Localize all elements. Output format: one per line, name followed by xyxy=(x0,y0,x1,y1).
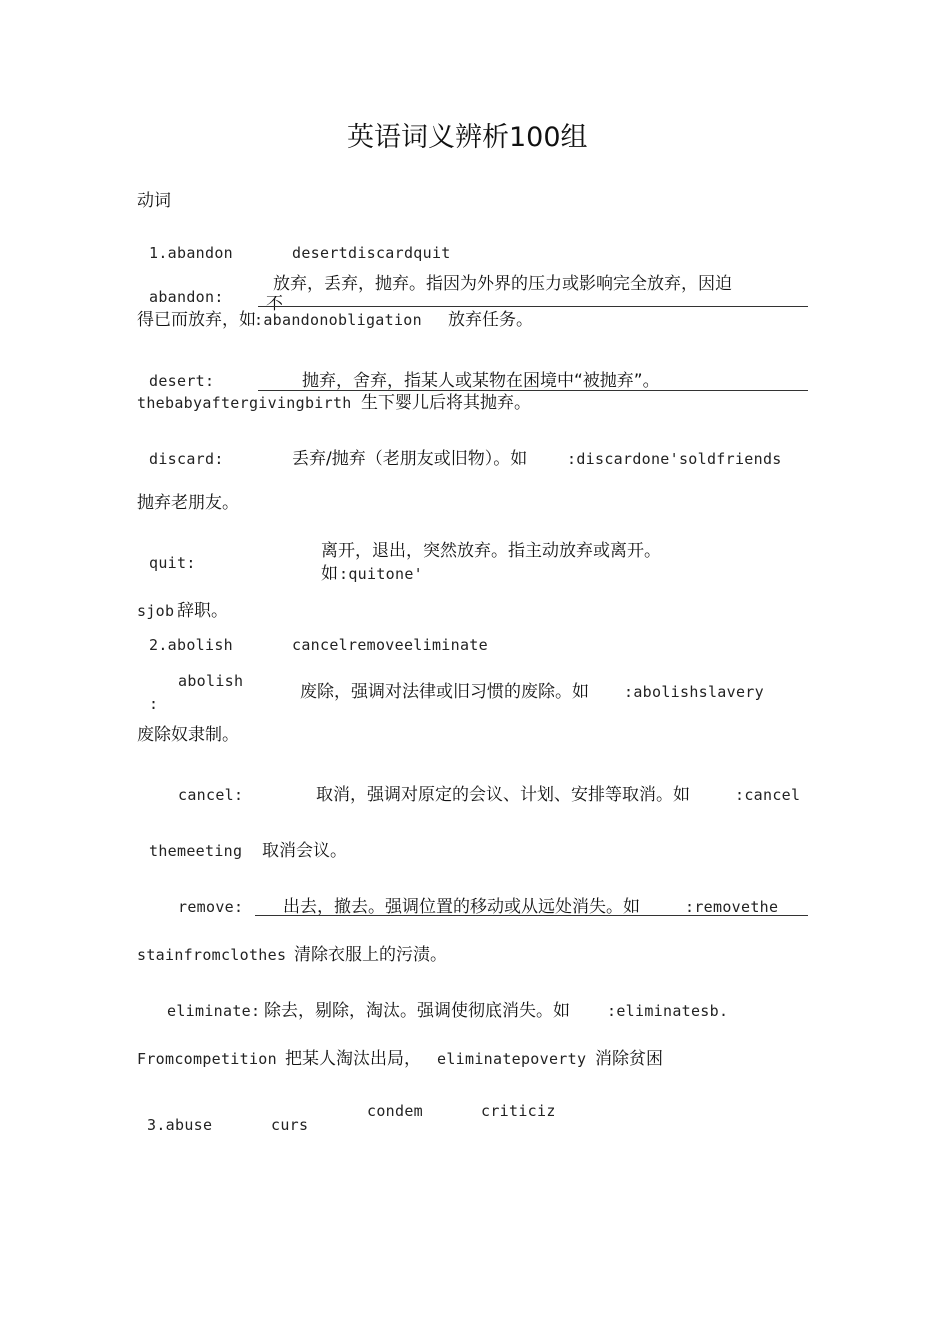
eliminate-definition: 除去，剔除，淘汰。强调使彻底消失。如 xyxy=(264,1001,570,1021)
remove-example: :removethe xyxy=(685,898,779,916)
abandon-label: abandon: xyxy=(149,288,224,306)
abandon-example-translation: 放弃任务。 xyxy=(448,310,533,330)
group-3-number: 3.abuse xyxy=(147,1116,213,1134)
eliminate-label: eliminate: xyxy=(167,1002,261,1020)
discard-example-translation: 抛弃老朋友。 xyxy=(137,493,239,513)
eliminate-example: :eliminatesb. xyxy=(607,1002,729,1020)
desert-definition: 抛弃，舍弃，指某人或某物在困境中“被抛弃”。 xyxy=(302,371,660,391)
quit-definition: 离开，退出，突然放弃。指主动放弃或离开。 xyxy=(321,541,661,561)
group-2-synonyms: cancelremoveeliminate xyxy=(292,636,488,654)
quit-label: quit: xyxy=(149,554,196,572)
desert-example: thebabyaftergivingbirth xyxy=(137,394,352,412)
cancel-example-translation: 取消会议。 xyxy=(262,841,347,861)
group-2-number: 2.abolish xyxy=(149,636,233,654)
quit-example-cont: sjob xyxy=(137,602,175,620)
abolish-definition: 废除，强调对法律或旧习惯的废除。如 xyxy=(300,682,589,702)
discard-definition: 丢弃/抛弃（老朋友或旧物）。如 xyxy=(292,449,528,469)
quit-example: :quitone' xyxy=(339,565,423,583)
abolish-example: :abolishslavery xyxy=(624,683,764,701)
discard-label: discard: xyxy=(149,450,224,468)
group-3-synonym-1: curs xyxy=(271,1116,309,1134)
quit-example-prefix: 如 xyxy=(321,564,338,584)
underline-rule xyxy=(255,915,808,916)
remove-label: remove: xyxy=(178,898,244,916)
discard-example: :discardone'soldfriends xyxy=(567,450,782,468)
cancel-example-cont: themeeting xyxy=(149,842,243,860)
page-title: 英语词义辨析100组 xyxy=(347,122,588,153)
eliminate-example-translation: 把某人淘汰出局， xyxy=(285,1049,421,1069)
abolish-example-translation: 废除奴隶制。 xyxy=(137,725,239,745)
cancel-label: cancel: xyxy=(178,786,244,804)
cancel-definition: 取消，强调对原定的会议、计划、安排等取消。如 xyxy=(316,785,690,805)
section-heading: 动词 xyxy=(137,191,171,211)
eliminate-example-cont: Fromcompetition xyxy=(137,1050,277,1068)
desert-example-translation: 生下婴儿后将其抛弃。 xyxy=(361,393,531,413)
quit-example-translation: 辞职。 xyxy=(177,601,228,621)
abandon-definition-cut: 不 xyxy=(266,294,283,314)
remove-definition: 出去，撤去。强调位置的移动或从远处消失。如 xyxy=(283,897,640,917)
eliminate-example-2-translation: 消除贫困 xyxy=(595,1049,663,1069)
remove-example-cont: stainfromclothes xyxy=(137,946,287,964)
abandon-definition-cont: 得已而放弃，如 xyxy=(137,310,256,330)
eliminate-example-2: eliminatepoverty xyxy=(437,1050,587,1068)
remove-example-translation: 清除衣服上的污渍。 xyxy=(294,945,447,965)
abandon-example: :abandonobligation xyxy=(254,311,422,329)
group-3-synonym-2: condem xyxy=(367,1102,423,1120)
cancel-example: :cancel xyxy=(735,786,801,804)
group-1-synonyms: desertdiscardquit xyxy=(292,244,451,262)
underline-rule xyxy=(258,306,808,307)
desert-label: desert: xyxy=(149,372,215,390)
abolish-label: abolish xyxy=(178,672,244,690)
underline-rule xyxy=(258,390,808,391)
abolish-colon: : xyxy=(149,695,159,713)
group-3-synonym-3: criticiz xyxy=(481,1102,556,1120)
abandon-definition: 放弃，丢弃，抛弃。指因为外界的压力或影响完全放弃，因迫 xyxy=(273,274,732,294)
group-1-number: 1.abandon xyxy=(149,244,233,262)
